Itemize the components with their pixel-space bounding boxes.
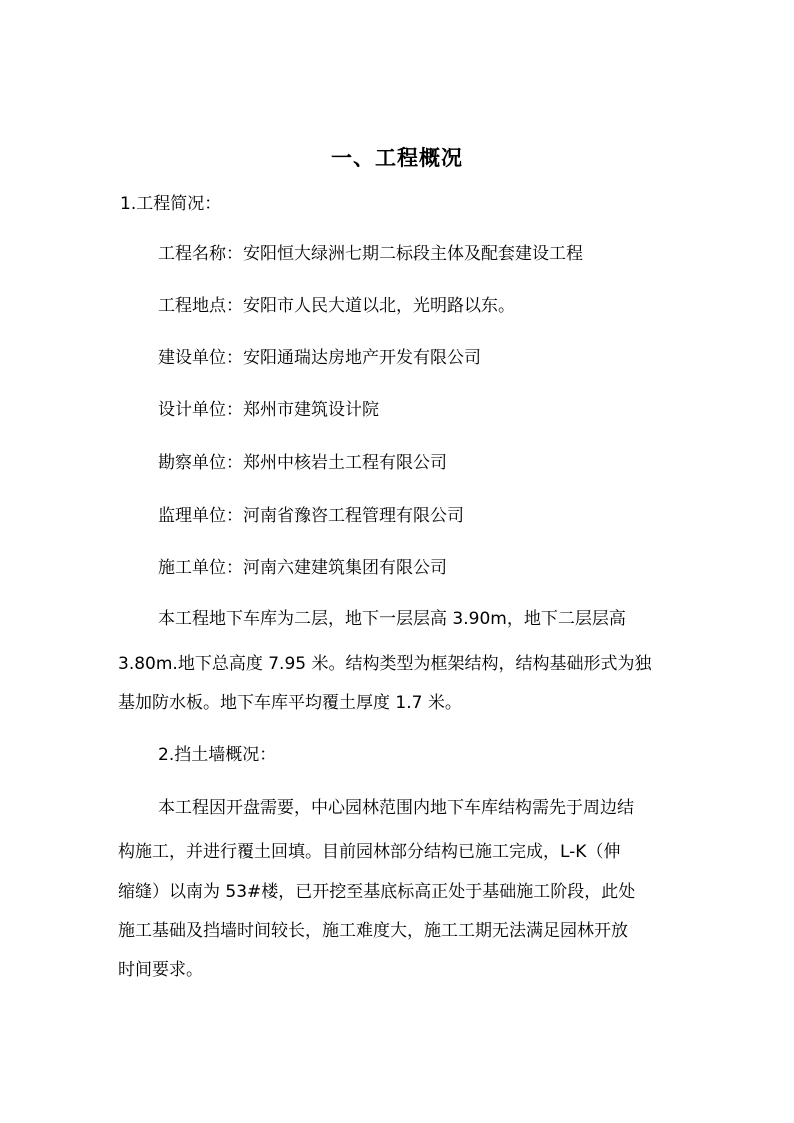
paragraph-2-line-4: 施工基础及挡墙时间较长，施工难度大，施工工期无法满足园林开放 xyxy=(118,921,628,941)
paragraph-2-line-2: 构施工，并进行覆土回填。目前园林部分结构已施工完成，L-K（伸 xyxy=(118,842,621,862)
info-contractor-unit: 施工单位：河南六建建筑集团有限公司 xyxy=(158,558,447,578)
info-construction-unit: 建设单位：安阳通瑞达房地产开发有限公司 xyxy=(158,348,481,368)
info-project-name: 工程名称：安阳恒大绿洲七期二标段主体及配套建设工程 xyxy=(158,244,583,264)
paragraph-2-line-1: 本工程因开盘需要，中心园林范围内地下车库结构需先于周边结 xyxy=(158,798,634,818)
info-supervision-unit: 监理单位：河南省豫咨工程管理有限公司 xyxy=(158,506,464,526)
info-project-location: 工程地点：安阳市人民大道以北，光明路以东。 xyxy=(158,296,515,316)
paragraph-1-line-1: 本工程地下车库为二层，地下一层层高 3.90m，地下二层层高 xyxy=(158,609,626,629)
paragraph-2-line-3: 缩缝）以南为 53#楼，已开挖至基底标高正处于基础施工阶段，此处 xyxy=(118,882,636,902)
section-heading-2: 2.挡土墙概况： xyxy=(158,745,277,765)
paragraph-1-line-3: 基加防水板。地下车库平均覆土厚度 1.7 米。 xyxy=(118,693,462,713)
info-survey-unit: 勘察单位：郑州中核岩土工程有限公司 xyxy=(158,453,447,473)
page-title: 一、工程概况 xyxy=(331,146,463,170)
paragraph-2-line-5: 时间要求。 xyxy=(118,960,203,980)
paragraph-1-line-2: 3.80m.地下总高度 7.95 米。结构类型为框架结构，结构基础形式为独 xyxy=(118,654,652,674)
section-heading-1: 1.工程简况： xyxy=(120,194,222,214)
info-design-unit: 设计单位：郑州市建筑设计院 xyxy=(158,400,379,420)
